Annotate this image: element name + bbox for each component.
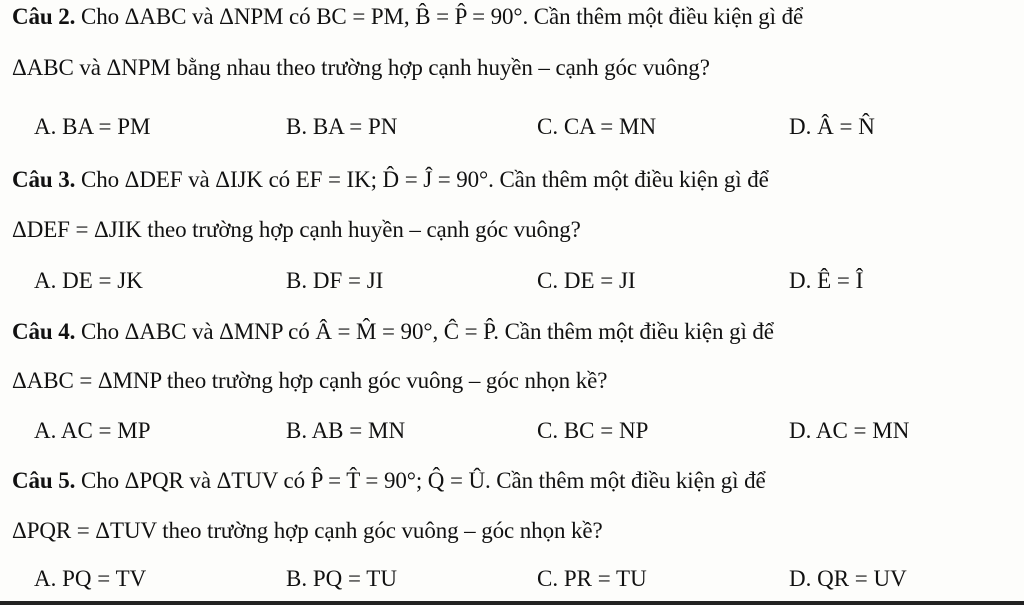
question-3-line-2: ΔDEF = ΔJIK theo trường hợp cạnh huyền – cạnh góc vuông? (12, 217, 581, 242)
question-2-options (0, 112, 1024, 142)
question-2-line-2: ΔABC và ΔNPM bằng nhau theo trường hợp cạnh huyền – cạnh góc vuông? (12, 55, 710, 80)
question-4-option-c[interactable]: C. BC = NP (537, 418, 649, 443)
question-2-text-1: Cho ΔABC và ΔNPM có BC = PM, B̂ = P̂ = 90°. Cần thêm một điều kiện gì để (75, 4, 804, 29)
question-5-option-d[interactable]: D. QR = UV (789, 566, 907, 591)
question-5-option-b[interactable]: B. PQ = TU (286, 566, 397, 591)
question-4-line-1 (12, 317, 774, 347)
question-4-options (0, 416, 1024, 446)
question-3-option-d[interactable]: D. Ê = Î (789, 268, 864, 293)
question-2-option-d[interactable]: D. Â = N̂ (789, 114, 875, 139)
question-5-line-1 (12, 466, 766, 496)
question-3-options (0, 266, 1024, 296)
question-2-option-b[interactable]: B. BA = PN (286, 114, 398, 139)
question-5-text-1: Cho ΔPQR và ΔTUV có P̂ = T̂ = 90°; Q̂ = Û. Cần thêm một điều kiện gì để (75, 468, 766, 493)
question-3-text-1: Cho ΔDEF và ΔIJK có EF = IK; D̂ = Ĵ = 90°. Cần thêm một điều kiện gì để (75, 167, 769, 192)
question-2-line-1 (12, 2, 803, 32)
bottom-border-line (0, 601, 1024, 605)
question-2-number: Câu 2. (12, 4, 76, 29)
question-2-option-a[interactable]: A. BA = PM (34, 114, 151, 139)
question-2-option-c[interactable]: C. CA = MN (537, 114, 657, 139)
question-5-option-a[interactable]: A. PQ = TV (34, 566, 147, 591)
question-4-number: Câu 4. (12, 319, 76, 344)
question-4-option-b[interactable]: B. AB = MN (286, 418, 406, 443)
question-3-number: Câu 3. (12, 167, 76, 192)
question-3-line-1 (12, 165, 769, 195)
question-4-line-2: ΔABC = ΔMNP theo trường hợp cạnh góc vuông – góc nhọn kề? (12, 368, 608, 393)
question-5-line-2: ΔPQR = ΔTUV theo trường hợp cạnh góc vuông – góc nhọn kề? (12, 518, 603, 543)
question-4-option-a[interactable]: A. AC = MP (34, 418, 151, 443)
question-3-option-c[interactable]: C. DE = JI (537, 268, 636, 293)
question-5-option-c[interactable]: C. PR = TU (537, 566, 647, 591)
question-4-text-1: Cho ΔABC và ΔMNP có Â = M̂ = 90°, Ĉ = P̂. Cần thêm một điều kiện gì để (75, 319, 774, 344)
question-3-option-b[interactable]: B. DF = JI (286, 268, 384, 293)
question-3-option-a[interactable]: A. DE = JK (34, 268, 143, 293)
question-4-option-d[interactable]: D. AC = MN (789, 418, 910, 443)
question-5-options (0, 564, 1024, 594)
question-5-number: Câu 5. (12, 468, 76, 493)
